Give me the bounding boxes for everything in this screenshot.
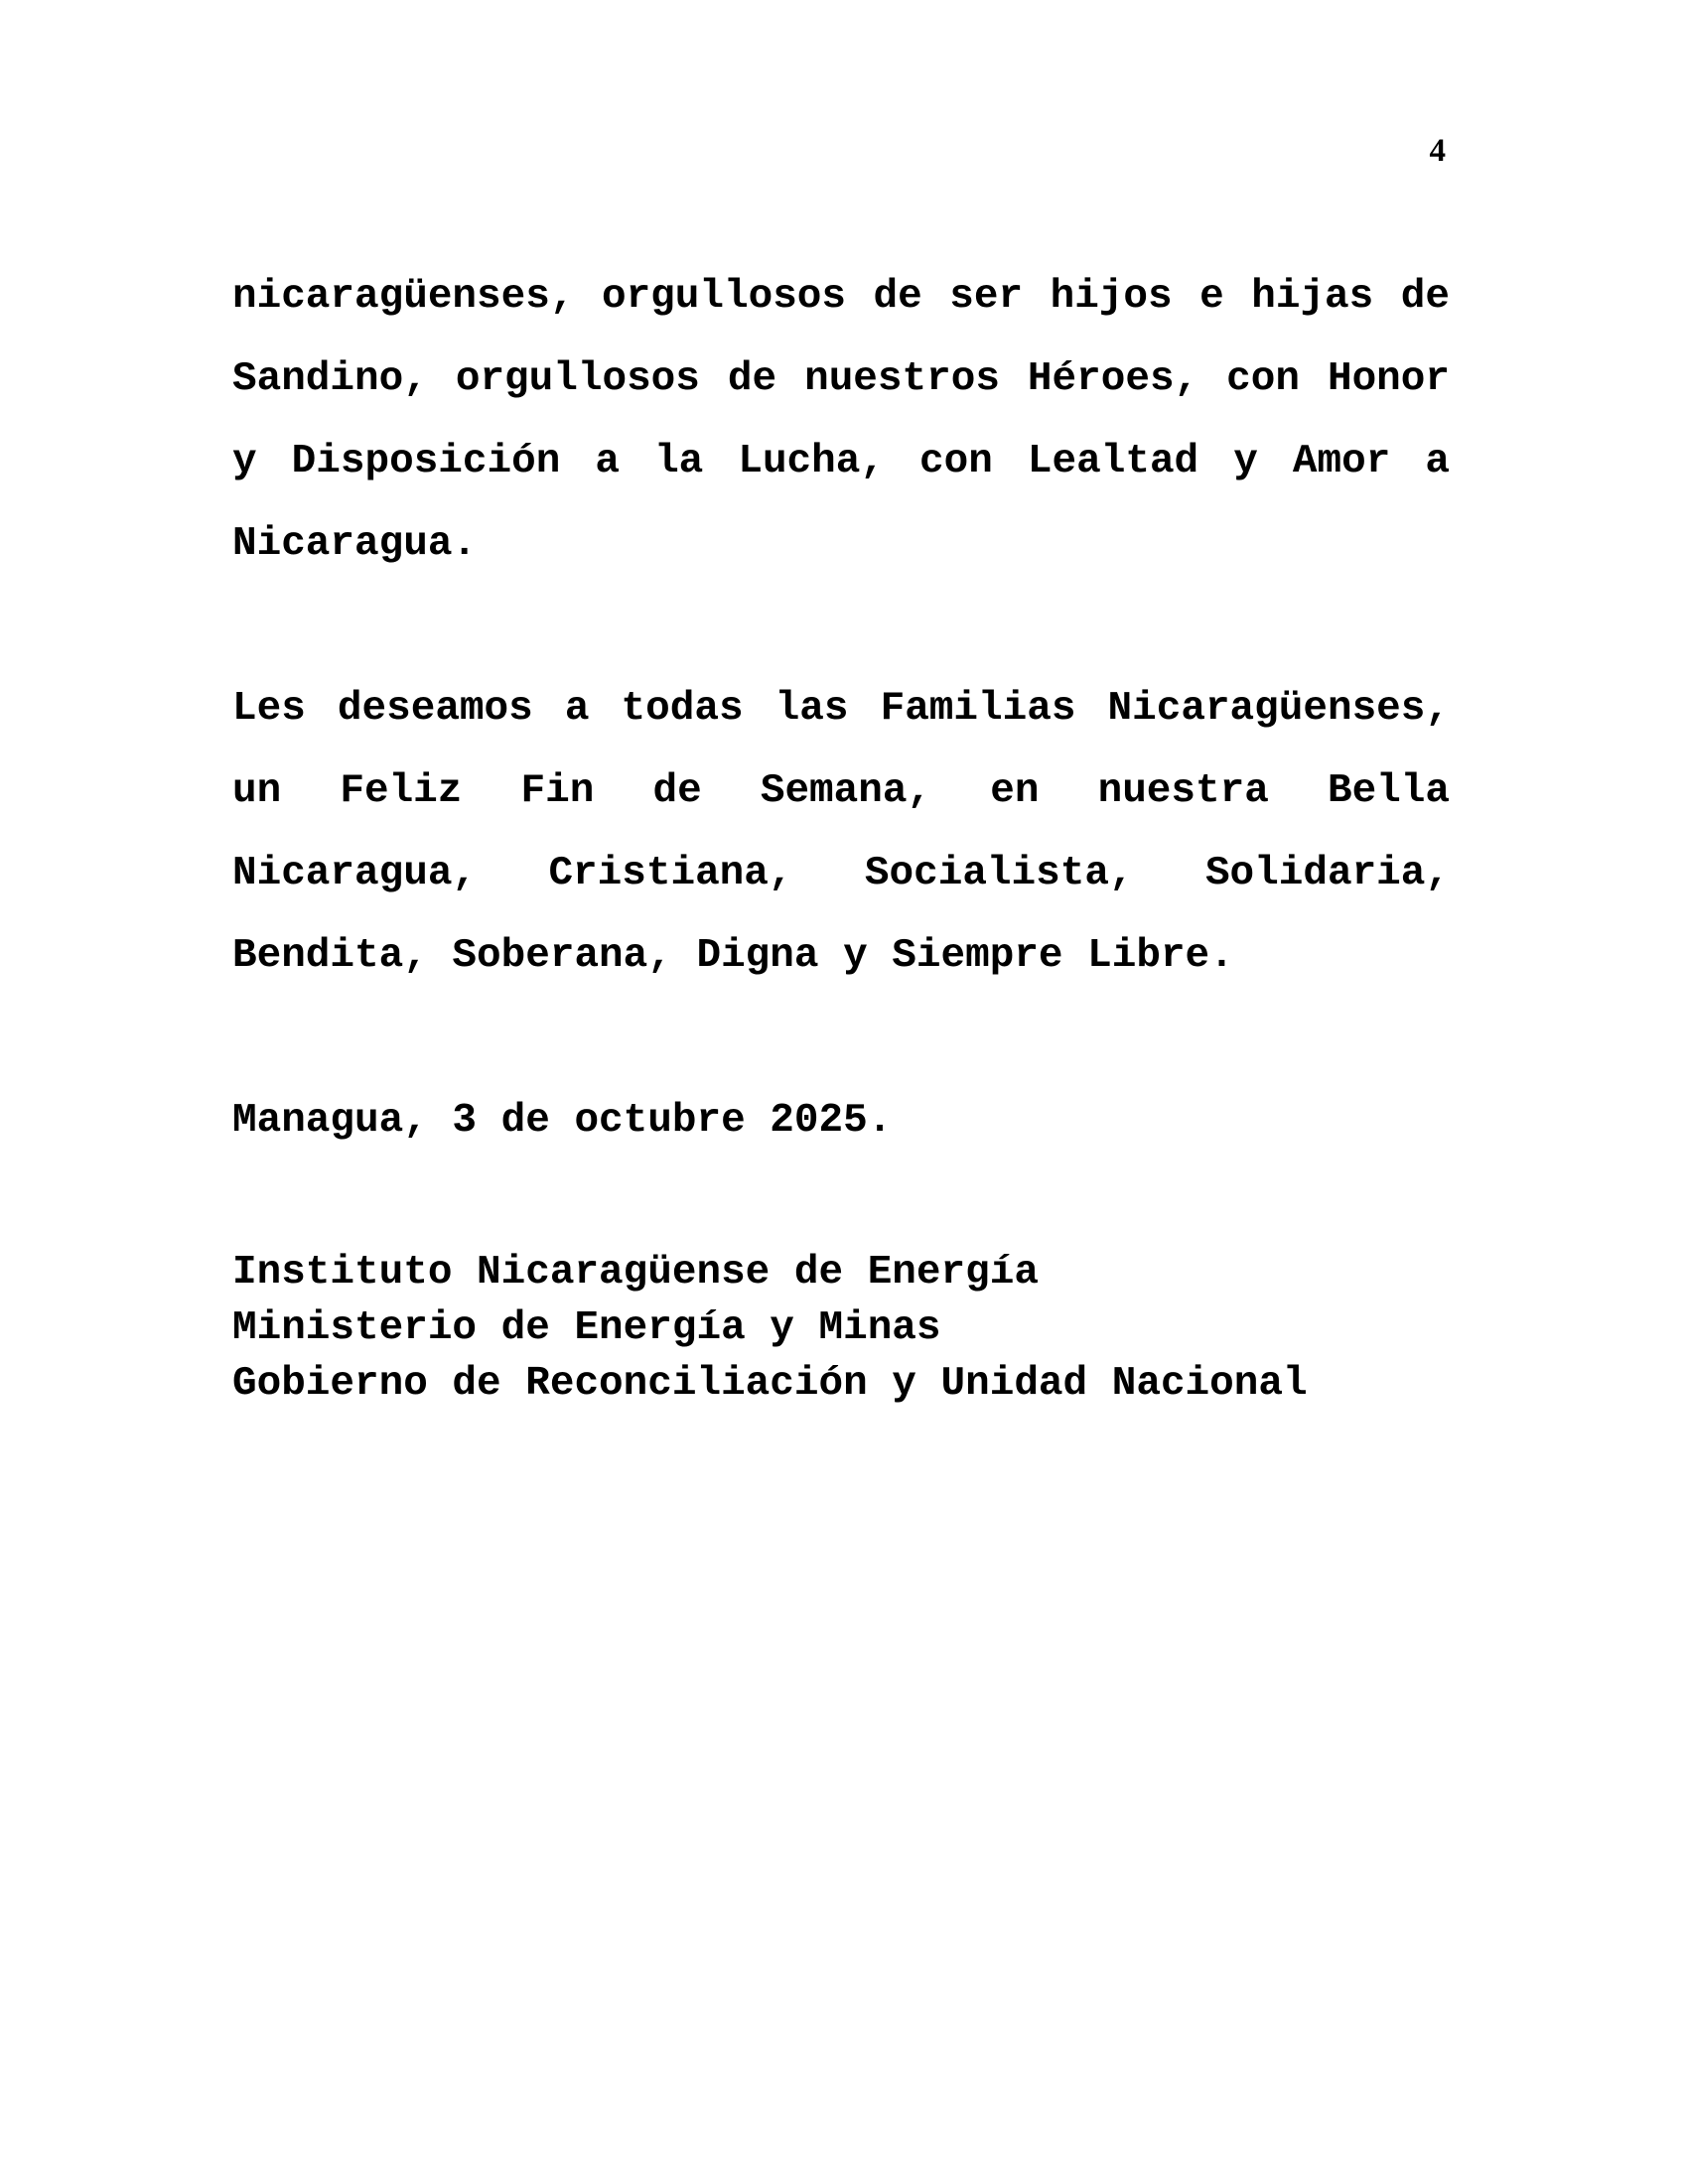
document-body xyxy=(232,256,1450,1412)
signature-line-ministry: Ministerio de Energía y Minas xyxy=(232,1305,941,1351)
signature-line-government: Gobierno de Reconciliación y Unidad Nacional xyxy=(232,1361,1308,1407)
closing-paragraph: nicaragüenses, orgullosos de ser hijos e hijas de Sandino, orgullosos de nuestros Héroes, con Honor y Disposición a la Lucha, con Lealtad y Amor a Nicaragua. xyxy=(232,274,1450,567)
date-line: Managua, 3 de octubre 2025. xyxy=(232,1098,893,1144)
signature-block xyxy=(232,1245,1450,1412)
page-number: 4 xyxy=(1429,133,1446,169)
signature-line-institute: Instituto Nicaragüense de Energía xyxy=(232,1250,1039,1296)
greeting-paragraph: Les deseamos a todas las Familias Nicaragüenses, un Feliz Fin de Semana, en nuestra Bella Nicaragua, Cristiana, Socialista, Solidaria, Bendita, Soberana, Digna y Siempre Libre. xyxy=(232,686,1450,979)
